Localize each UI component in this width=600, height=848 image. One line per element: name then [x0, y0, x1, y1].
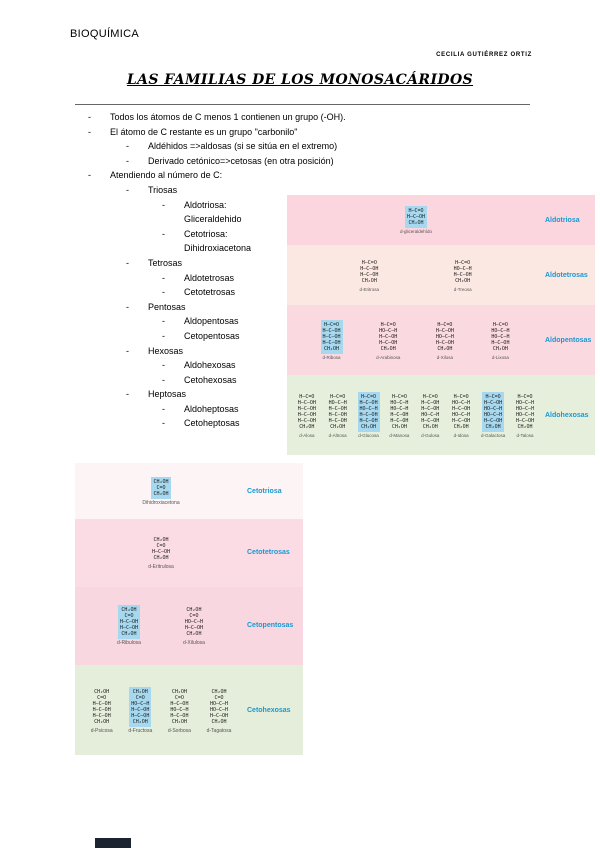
bullet-dash: -	[126, 141, 129, 152]
sugar-name: d-Fructosa	[128, 727, 153, 734]
sugar-structure	[514, 392, 536, 438]
fischer-projection: H–C=O HO–C–H H–C–OH H–C–OH CH₂OH	[379, 322, 398, 352]
bullet-dash: -	[162, 374, 165, 385]
list-item-text: Aldohexosas	[184, 360, 236, 371]
sugar-name: d-Sorbosa	[167, 727, 191, 734]
fischer-projection: H–C=O HO–C–H HO–C–H H–C–OH CH₂OH	[491, 322, 510, 352]
sugar-name: d-Talosa	[516, 433, 534, 438]
bullet-dash: -	[162, 360, 165, 371]
ketose-family-chart	[75, 463, 303, 755]
bullet-dash: -	[88, 112, 91, 122]
list-item-text: Tetrosas	[148, 257, 183, 268]
sugar-name: d-Xilosa	[436, 355, 453, 360]
sugar-name: d-Idosa	[453, 433, 469, 438]
fischer-projection: H–C=O H–C–OH H–C–OH CH₂OH	[360, 260, 379, 284]
sugar-structure	[489, 320, 511, 360]
fischer-projection: CH₂OH C=O H–C–OH HO–C–H H–C–OH CH₂OH	[170, 688, 189, 725]
list-item	[70, 168, 490, 183]
fischer-projection: H–C=O HO–C–H H–C–OH HO–C–H H–C–OH CH₂OH	[452, 394, 471, 430]
structures-row	[75, 519, 247, 586]
list-item-text: Cetotriosa:	[184, 228, 228, 239]
sugar-name: d-Xilulosa	[182, 640, 205, 647]
fischer-projection: H–C=O H–C–OH HO–C–H H–C–OH H–C–OH CH₂OH	[359, 394, 378, 430]
sugar-structure	[327, 392, 349, 438]
bullet-dash: -	[126, 184, 129, 195]
fischer-projection: H–C=O H–C–OH H–C–OH HO–C–H H–C–OH CH₂OH	[421, 394, 440, 430]
structures-row	[287, 245, 545, 305]
sugar-structure	[296, 392, 318, 438]
bullet-dash: -	[126, 257, 129, 268]
sugar-name: d-Ribosa	[322, 355, 341, 360]
bullet-dash: -	[126, 345, 129, 356]
structures-row	[287, 195, 545, 245]
list-item-text: Cetopentosas	[184, 330, 240, 341]
fischer-projection: H–C=O H–C–OH HO–C–H H–C–OH CH₂OH	[435, 322, 454, 352]
sugar-structure	[321, 320, 343, 360]
list-item-text: Heptosas	[148, 389, 187, 400]
fischer-projection: CH₂OH C=O H–C–OH H–C–OH CH₂OH	[119, 607, 138, 638]
sugar-name: Dihidroxiacetona	[142, 499, 180, 506]
structures-row	[75, 463, 247, 519]
chart-band	[75, 587, 303, 666]
list-item	[70, 139, 490, 154]
fischer-projection: H–C=O H–C–OH CH₂OH	[406, 208, 426, 226]
chart-band	[287, 195, 595, 245]
bullet-dash: -	[162, 199, 165, 210]
sugar-structure	[128, 687, 152, 734]
sugar-name: d-Lixosa	[491, 355, 509, 360]
list-item-text: Atendiendo al número de C:	[110, 170, 223, 181]
sugar-structure	[376, 320, 400, 360]
list-item-text: Aldotetrosas	[184, 272, 235, 283]
list-item-text: Derivado cetónico=>cetosas (en otra posición)	[148, 155, 334, 166]
next-figure-edge	[95, 838, 131, 848]
sugar-name: d-Altrosa	[328, 433, 347, 438]
sugar-structure	[117, 605, 141, 646]
bullet-dash: -	[162, 228, 165, 239]
list-item-text: Cetoheptosas	[184, 418, 240, 429]
band-label: Cetohexosas	[247, 706, 291, 714]
sugar-name: d-Galactosa	[480, 433, 506, 438]
fischer-projection: CH₂OH C=O HO–C–H HO–C–H H–C–OH CH₂OH	[209, 688, 229, 725]
band-label: Aldotetrosas	[545, 271, 588, 279]
list-item-text: Dihidroxiacetona	[184, 243, 252, 254]
fischer-projection: H–C=O HO–C–H H–C–OH H–C–OH H–C–OH CH₂OH	[328, 394, 347, 430]
list-item-text: Aldéhidos =>aldosas (si se sitúa en el extremo)	[148, 141, 338, 152]
list-item-text: Triosas	[148, 184, 178, 195]
sugar-structure	[400, 206, 432, 234]
fischer-projection: H–C=O HO–C–H HO–C–H HO–C–H H–C–OH CH₂OH	[516, 394, 535, 430]
sugar-structure	[358, 392, 380, 438]
fischer-projection: CH₂OH C=O HO–C–H H–C–OH CH₂OH	[184, 607, 203, 638]
list-item-text: Todos los átomos de C menos 1 contienen un grupo (-OH).	[110, 112, 346, 122]
structures-row	[75, 587, 247, 666]
fischer-projection: H–C=O H–C–OH H–C–OH H–C–OH CH₂OH	[322, 322, 341, 352]
sugar-structure	[452, 258, 474, 292]
band-label: Aldotriosa	[545, 216, 580, 224]
sugar-name: d-Alosa	[299, 433, 315, 438]
list-item-text: Aldotriosa:	[184, 199, 227, 210]
sugar-structure	[168, 687, 191, 734]
list-item-text: Aldopentosas	[184, 316, 239, 327]
structures-row	[287, 375, 545, 455]
bullet-dash: -	[126, 301, 129, 312]
chart-band	[287, 245, 595, 305]
bullet-dash: -	[162, 272, 165, 283]
bullet-dash: -	[126, 389, 129, 400]
bullet-dash: -	[88, 170, 91, 181]
chart-band	[75, 665, 303, 755]
structures-row	[287, 305, 545, 375]
bullet-dash: -	[88, 126, 91, 137]
chart-band	[75, 519, 303, 586]
sugar-structure	[148, 535, 174, 570]
sugar-structure	[91, 687, 113, 734]
chart-band	[287, 305, 595, 375]
band-label: Aldohexosas	[545, 411, 589, 419]
sugar-structure	[419, 392, 441, 438]
bullet-dash: -	[162, 316, 165, 327]
sugar-structure	[388, 392, 410, 438]
fischer-projection: CH₂OH C=O H–C–OH H–C–OH H–C–OH CH₂OH	[92, 688, 111, 725]
fischer-projection: H–C=O H–C–OH H–C–OH H–C–OH H–C–OH CH₂OH	[297, 394, 316, 430]
list-item-text: El átomo de C restante es un grupo "carbonilo"	[110, 126, 298, 137]
sugar-structure	[207, 687, 232, 734]
band-label: Aldopentosas	[545, 336, 592, 344]
sugar-structure	[481, 392, 505, 438]
band-label: Cetotetrosas	[247, 549, 290, 557]
sugar-name: d-Psicosa	[90, 727, 113, 734]
fischer-projection: H–C=O H–C–OH HO–C–H HO–C–H H–C–OH CH₂OH	[484, 394, 503, 430]
bullet-dash: -	[126, 155, 129, 166]
sugar-structure	[183, 605, 205, 646]
title-divider	[75, 104, 530, 105]
fischer-projection: CH₂OH C=O CH₂OH	[153, 478, 169, 497]
fischer-projection: H–C=O HO–C–H H–C–OH CH₂OH	[453, 260, 472, 284]
chart-band	[75, 463, 303, 519]
list-item-text: Cetotetrosas	[184, 287, 236, 298]
bullet-dash: -	[162, 403, 165, 414]
author-name: CECILIA GUTIÉRREZ ORTIZ	[436, 52, 532, 58]
sugar-name: d-Arabinosa	[376, 355, 401, 360]
sugar-name: d-Treosa	[453, 287, 472, 292]
sugar-name: d-Manosa	[389, 433, 410, 438]
chart-band	[287, 375, 595, 455]
fischer-projection: CH₂OH C=O H–C–OH CH₂OH	[151, 537, 171, 562]
fischer-projection: CH₂OH C=O HO–C–H H–C–OH H–C–OH CH₂OH	[131, 688, 150, 725]
structures-row	[75, 665, 247, 755]
sugar-name: d-gliceraldehído	[399, 229, 433, 234]
bullet-dash: -	[162, 418, 165, 429]
list-item-text: Pentosas	[148, 301, 186, 312]
list-item-text: Cetohexosas	[184, 374, 237, 385]
fischer-projection: H–C=O HO–C–H HO–C–H H–C–OH H–C–OH CH₂OH	[390, 394, 409, 430]
sugar-name: d-Eritrosa	[359, 287, 380, 292]
sugar-name: d-Ribulosa	[117, 640, 141, 647]
aldose-family-chart	[287, 195, 595, 455]
list-item-text: Hexosas	[148, 345, 184, 356]
bullet-dash: -	[162, 330, 165, 341]
list-item-text: Aldoheptosas	[184, 403, 239, 414]
list-item-text: Gliceraldehido	[184, 214, 242, 225]
bullet-dash: -	[162, 287, 165, 298]
list-item	[70, 125, 490, 140]
course-title: BIOQUÍMICA	[70, 28, 140, 40]
sugar-structure	[434, 320, 456, 360]
sugar-name: d-Gulosa	[421, 433, 440, 438]
sugar-name: d-Glucosa	[358, 433, 379, 438]
sugar-structure	[450, 392, 472, 438]
sugar-structure	[142, 477, 179, 506]
list-item	[70, 110, 490, 125]
sugar-structure	[358, 258, 380, 292]
list-item	[70, 154, 490, 169]
sugar-name: d-Tagatosa	[206, 727, 232, 734]
page-title: LAS FAMILIAS DE LOS MONOSACÁRIDOS	[126, 72, 474, 88]
band-label: Cetotriosa	[247, 487, 282, 495]
band-label: Cetopentosas	[247, 622, 294, 630]
sugar-name: d-Eritrulosa	[148, 564, 174, 571]
